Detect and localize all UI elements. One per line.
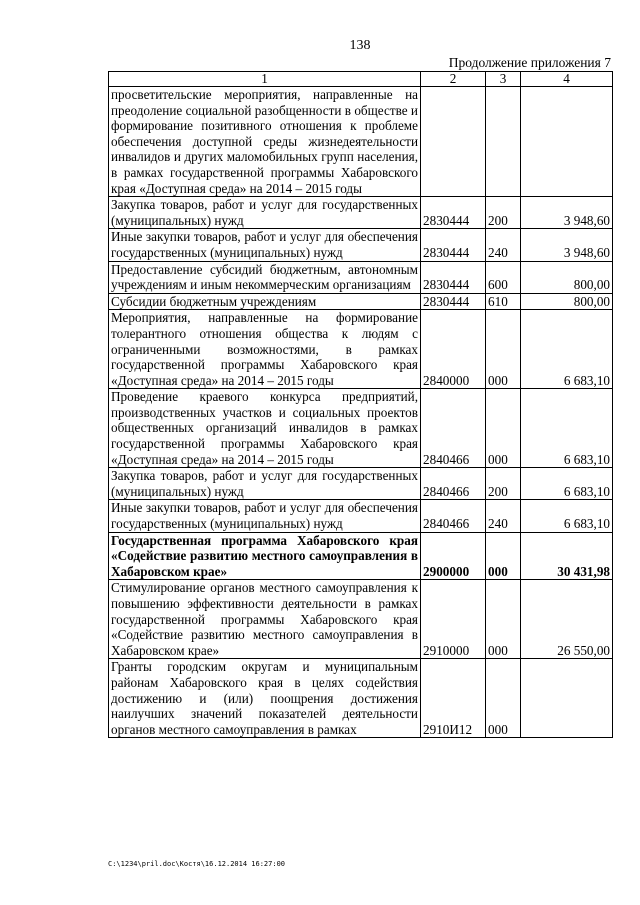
row-amount: 800,00 [521, 261, 613, 293]
budget-table [108, 71, 613, 738]
row-code: 2910000 [421, 580, 486, 659]
row-expense-type: 000 [486, 310, 521, 389]
table-row [109, 580, 613, 659]
table-row [109, 261, 613, 293]
row-amount: 26 550,00 [521, 580, 613, 659]
row-expense-type: 000 [486, 532, 521, 580]
row-code: 2900000 [421, 532, 486, 580]
row-expense-type: 240 [486, 500, 521, 532]
row-code: 2840466 [421, 500, 486, 532]
row-name: Проведение краевого конкурса предприятий, производственных участков и социальных проектов общественных организаций инвалидов в рамках государственной программы Хабаровского края «Доступная среда» на 2014 – 2015 годы [109, 389, 421, 468]
row-code [421, 87, 486, 197]
row-name: Закупка товаров, работ и услуг для государственных (муниципальных) нужд [109, 468, 421, 500]
table-row [109, 500, 613, 532]
file-path-footer: C:\1234\pril.doc\Костя\16.12.2014 16:27:00 [108, 860, 286, 868]
row-code: 2830444 [421, 261, 486, 293]
row-name: Стимулирование органов местного самоуправления к повышению эффективности деятельности в рамках государственной программы Хабаровского края «Содействие развитию местного самоуправления в Хабаровском крае» [109, 580, 421, 659]
row-name: Мероприятия, направленные на формирование толерантного отношения общества к людям с ограниченными возможностями, в рамках государственной программы Хабаровского края «Доступная среда» на 2014 – 2015 годы [109, 310, 421, 389]
row-expense-type [486, 87, 521, 197]
row-amount: 800,00 [521, 293, 613, 310]
table-row [109, 532, 613, 580]
row-name: Иные закупки товаров, работ и услуг для обеспечения государственных (муниципальных) нужд [109, 500, 421, 532]
row-expense-type: 200 [486, 468, 521, 500]
row-amount: 6 683,10 [521, 310, 613, 389]
page-number: 138 [349, 38, 371, 53]
table-row [109, 310, 613, 389]
table-header-row [109, 72, 613, 87]
table-row [109, 87, 613, 197]
row-amount: 3 948,60 [521, 197, 613, 229]
table-row [109, 389, 613, 468]
row-amount [521, 87, 613, 197]
row-amount: 30 431,98 [521, 532, 613, 580]
header-col-2: 2 [421, 72, 486, 87]
row-code: 2840000 [421, 310, 486, 389]
row-code: 2840466 [421, 389, 486, 468]
table-row [109, 229, 613, 261]
row-amount: 6 683,10 [521, 389, 613, 468]
row-name: просветительские мероприятия, направленные на преодоление социальной разобщенности в обществе и формирование позитивного отношения к проблеме обеспечения доступной среды жизнедеятельности инвалидов и других маломобильных групп населения, в рамках государственной программы Хабаровского края «Доступная среда» на 2014 – 2015 годы [109, 87, 421, 197]
row-expense-type: 240 [486, 229, 521, 261]
row-amount: 6 683,10 [521, 468, 613, 500]
row-name: Закупка товаров, работ и услуг для государственных (муниципальных) нужд [109, 197, 421, 229]
row-expense-type: 610 [486, 293, 521, 310]
row-name: Иные закупки товаров, работ и услуг для обеспечения государственных (муниципальных) нужд [109, 229, 421, 261]
row-code: 2840466 [421, 468, 486, 500]
row-name: Гранты городским округам и муниципальным районам Хабаровского края в целях содействия достижению и (или) поощрения достижения наилучших значений показателей деятельности органов местного самоуправления в рамках [109, 659, 421, 738]
row-expense-type: 000 [486, 580, 521, 659]
row-code: 2830444 [421, 293, 486, 310]
row-expense-type: 200 [486, 197, 521, 229]
row-expense-type: 600 [486, 261, 521, 293]
row-amount [521, 659, 613, 738]
row-expense-type: 000 [486, 389, 521, 468]
continuation-label: Продолжение приложения 7 [448, 55, 611, 70]
table-row [109, 197, 613, 229]
row-amount: 6 683,10 [521, 500, 613, 532]
table-row [109, 468, 613, 500]
table-row [109, 293, 613, 310]
row-name: Субсидии бюджетным учреждениям [109, 293, 421, 310]
row-name: Государственная программа Хабаровского края «Содействие развитию местного самоуправления в Хабаровском крае» [109, 532, 421, 580]
row-code: 2910И12 [421, 659, 486, 738]
row-amount: 3 948,60 [521, 229, 613, 261]
row-expense-type: 000 [486, 659, 521, 738]
row-code: 2830444 [421, 229, 486, 261]
header-col-1: 1 [109, 72, 421, 87]
row-name: Предоставление субсидий бюджетным, автономным учреждениям и иным некоммерческим организациям [109, 261, 421, 293]
table-row [109, 659, 613, 738]
header-col-4: 4 [521, 72, 613, 87]
row-code: 2830444 [421, 197, 486, 229]
header-col-3: 3 [486, 72, 521, 87]
